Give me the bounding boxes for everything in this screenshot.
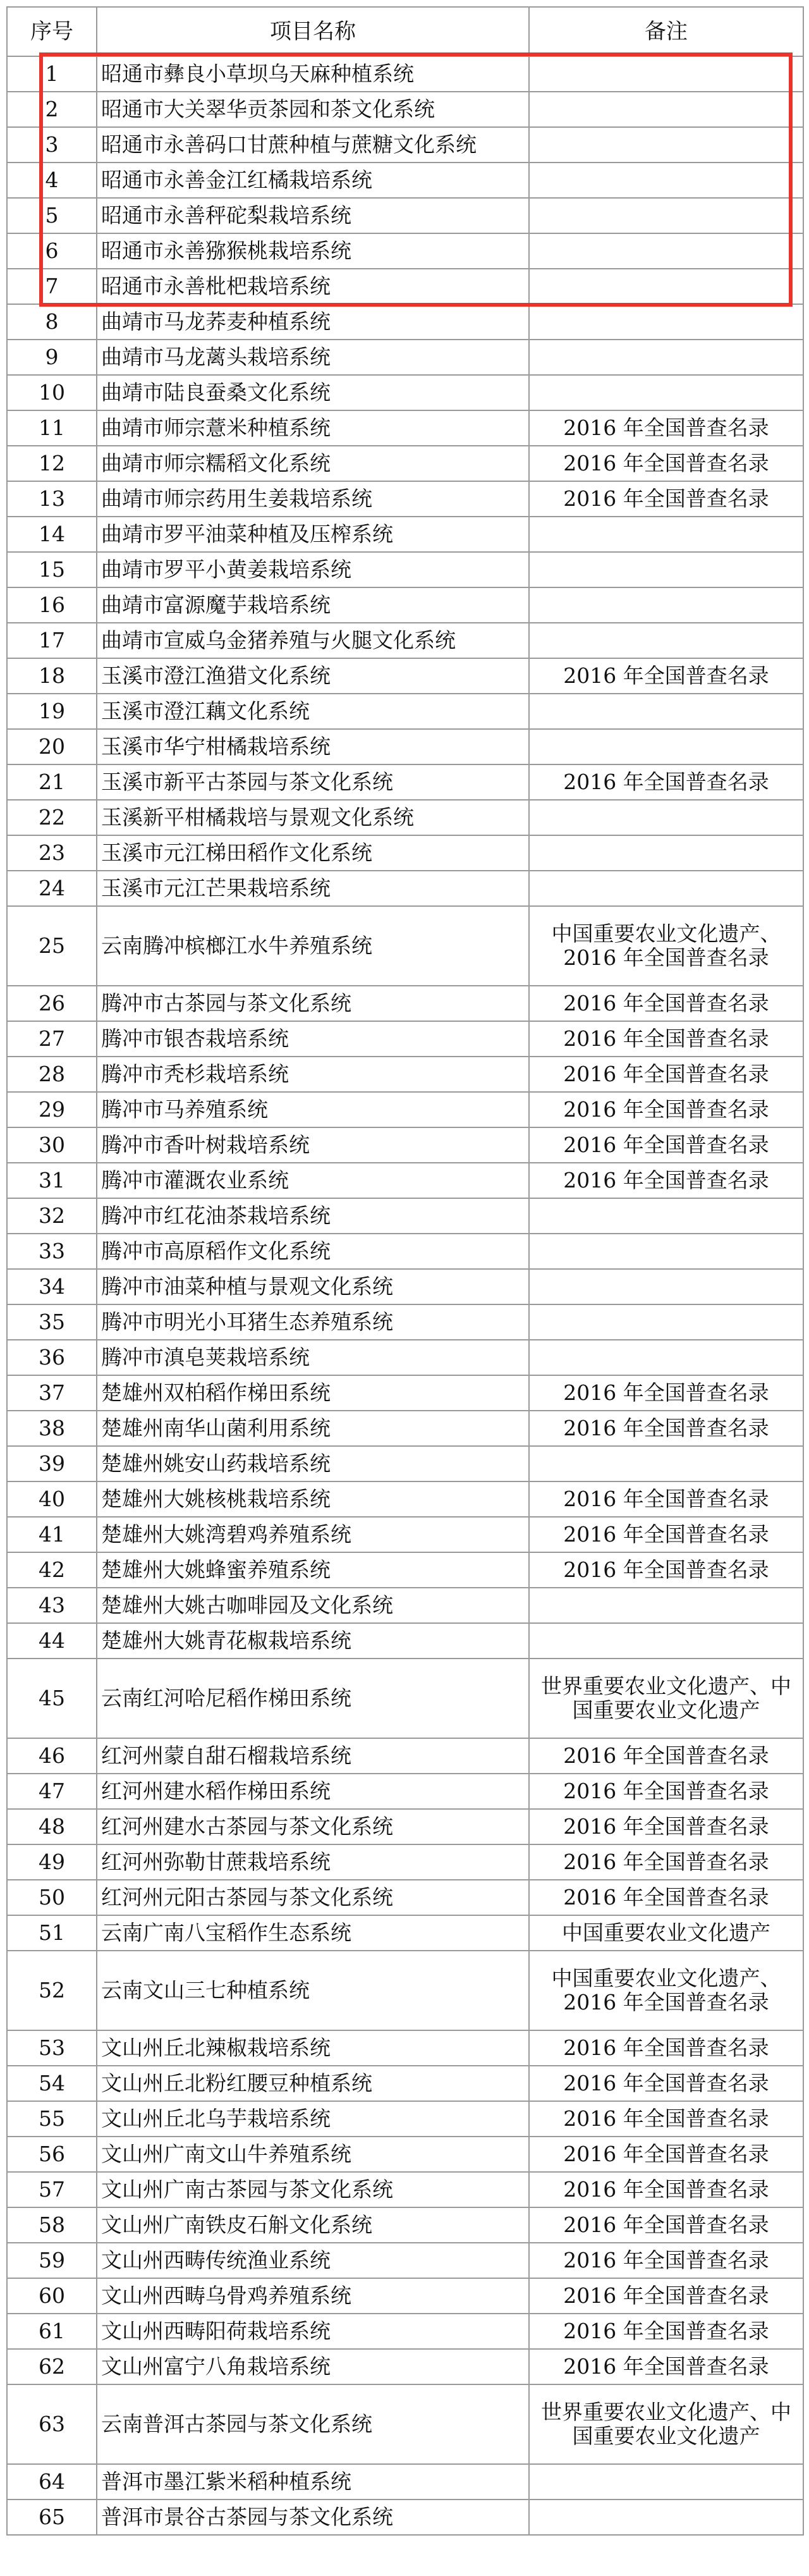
remark	[529, 552, 803, 587]
remark: 2016 年全国普查名录	[529, 1809, 803, 1844]
row-number: 7	[7, 269, 97, 304]
table-row	[7, 1411, 803, 1446]
table-row	[7, 1092, 803, 1127]
table-row	[7, 375, 803, 410]
table-row	[7, 1304, 803, 1340]
project-name: 曲靖市罗平油菜种植及压榨系统	[97, 517, 529, 552]
project-name: 昭通市大关翠华贡茶园和茶文化系统	[97, 92, 529, 127]
table-row	[7, 587, 803, 623]
remark	[529, 1623, 803, 1659]
row-number: 24	[7, 871, 97, 906]
remark	[529, 1340, 803, 1375]
row-number: 33	[7, 1234, 97, 1269]
remark	[529, 871, 803, 906]
remark	[529, 694, 803, 729]
row-number: 28	[7, 1057, 97, 1092]
row-number: 47	[7, 1774, 97, 1809]
table-row	[7, 1163, 803, 1198]
project-name: 曲靖市师宗糯稻文化系统	[97, 446, 529, 481]
row-number: 26	[7, 986, 97, 1021]
table-row	[7, 835, 803, 871]
table-row	[7, 552, 803, 587]
remark: 2016 年全国普查名录	[529, 2243, 803, 2278]
row-number: 43	[7, 1588, 97, 1623]
row-number: 46	[7, 1738, 97, 1774]
row-number: 17	[7, 623, 97, 658]
table-row	[7, 1517, 803, 1552]
project-name: 曲靖市富源魔芋栽培系统	[97, 587, 529, 623]
remark: 2016 年全国普查名录	[529, 1517, 803, 1552]
project-name: 红河州建水稻作梯田系统	[97, 1774, 529, 1809]
remark	[529, 198, 803, 233]
table-row	[7, 658, 803, 694]
table-row	[7, 1127, 803, 1163]
remark	[529, 56, 803, 92]
row-number: 48	[7, 1809, 97, 1844]
project-name: 腾冲市古茶园与茶文化系统	[97, 986, 529, 1021]
remark: 世界重要农业文化遗产、中国重要农业文化遗产	[529, 2384, 803, 2464]
row-number: 30	[7, 1127, 97, 1163]
table-row	[7, 1809, 803, 1844]
row-number: 27	[7, 1021, 97, 1057]
row-number: 39	[7, 1446, 97, 1481]
table-row	[7, 269, 803, 304]
table-row	[7, 1880, 803, 1915]
project-name: 文山州西畴阳荷栽培系统	[97, 2314, 529, 2349]
remark: 2016 年全国普查名录	[529, 446, 803, 481]
project-name: 红河州元阳古茶园与茶文化系统	[97, 1880, 529, 1915]
remark: 2016 年全国普查名录	[529, 658, 803, 694]
project-name: 腾冲市秃杉栽培系统	[97, 1057, 529, 1092]
remark	[529, 729, 803, 764]
header-note: 备注	[529, 7, 803, 56]
project-name: 昭通市永善金江红橘栽培系统	[97, 163, 529, 198]
remark: 2016 年全国普查名录	[529, 2137, 803, 2172]
row-number: 51	[7, 1915, 97, 1951]
project-name: 云南广南八宝稻作生态系统	[97, 1915, 529, 1951]
remark	[529, 835, 803, 871]
remark: 2016 年全国普查名录	[529, 1057, 803, 1092]
remark: 2016 年全国普查名录	[529, 764, 803, 800]
row-number: 25	[7, 906, 97, 986]
table-row	[7, 1057, 803, 1092]
project-name: 腾冲市香叶树栽培系统	[97, 1127, 529, 1163]
table-row	[7, 1552, 803, 1588]
project-name: 曲靖市罗平小黄姜栽培系统	[97, 552, 529, 587]
table-row	[7, 2030, 803, 2066]
table-row	[7, 304, 803, 340]
remark: 2016 年全国普查名录	[529, 1880, 803, 1915]
project-name: 云南普洱古茶园与茶文化系统	[97, 2384, 529, 2464]
row-number: 62	[7, 2349, 97, 2384]
project-name: 曲靖市师宗药用生姜栽培系统	[97, 481, 529, 517]
table-row	[7, 2349, 803, 2384]
project-name: 曲靖市马龙荞麦种植系统	[97, 304, 529, 340]
table-row	[7, 2464, 803, 2499]
project-name: 腾冲市银杏栽培系统	[97, 1021, 529, 1057]
header-no: 序号	[7, 7, 97, 56]
row-number: 55	[7, 2101, 97, 2137]
row-number: 63	[7, 2384, 97, 2464]
row-number: 2	[7, 92, 97, 127]
project-name: 玉溪市澄江渔猎文化系统	[97, 658, 529, 694]
project-name: 曲靖市师宗薏米种植系统	[97, 410, 529, 446]
project-name: 楚雄州姚安山药栽培系统	[97, 1446, 529, 1481]
project-name: 昭通市彝良小草坝乌天麻种植系统	[97, 56, 529, 92]
project-name: 文山州丘北粉红腰豆种植系统	[97, 2066, 529, 2101]
table-row	[7, 2243, 803, 2278]
row-number: 23	[7, 835, 97, 871]
row-number: 54	[7, 2066, 97, 2101]
project-name: 玉溪市新平古茶园与茶文化系统	[97, 764, 529, 800]
project-name: 玉溪新平柑橘栽培与景观文化系统	[97, 800, 529, 835]
row-number: 21	[7, 764, 97, 800]
table-row	[7, 1234, 803, 1269]
remark: 2016 年全国普查名录	[529, 1774, 803, 1809]
remark	[529, 127, 803, 163]
project-name: 腾冲市马养殖系统	[97, 1092, 529, 1127]
row-number: 15	[7, 552, 97, 587]
table-row	[7, 2172, 803, 2207]
remark: 2016 年全国普查名录	[529, 2172, 803, 2207]
remark	[529, 375, 803, 410]
project-name: 楚雄州双柏稻作梯田系统	[97, 1375, 529, 1411]
project-name: 红河州弥勒甘蔗栽培系统	[97, 1844, 529, 1880]
remark	[529, 1269, 803, 1304]
project-name: 昭通市永善码口甘蔗种植与蔗糖文化系统	[97, 127, 529, 163]
remark: 2016 年全国普查名录	[529, 986, 803, 1021]
row-number: 36	[7, 1340, 97, 1375]
row-number: 57	[7, 2172, 97, 2207]
project-name: 普洱市墨江紫米稻种植系统	[97, 2464, 529, 2499]
row-number: 31	[7, 1163, 97, 1198]
row-number: 29	[7, 1092, 97, 1127]
project-name: 楚雄州大姚湾碧鸡养殖系统	[97, 1517, 529, 1552]
table-row	[7, 2137, 803, 2172]
remark: 2016 年全国普查名录	[529, 1481, 803, 1517]
row-number: 9	[7, 340, 97, 375]
remark: 2016 年全国普查名录	[529, 1375, 803, 1411]
remark	[529, 517, 803, 552]
row-number: 59	[7, 2243, 97, 2278]
table-row	[7, 1481, 803, 1517]
table-row	[7, 340, 803, 375]
project-name: 云南腾冲槟榔江水牛养殖系统	[97, 906, 529, 986]
table-row	[7, 1446, 803, 1481]
table-row	[7, 2384, 803, 2464]
row-number: 20	[7, 729, 97, 764]
row-number: 5	[7, 198, 97, 233]
remark: 2016 年全国普查名录	[529, 2030, 803, 2066]
row-number: 61	[7, 2314, 97, 2349]
project-name: 楚雄州大姚青花椒栽培系统	[97, 1623, 529, 1659]
project-name: 腾冲市红花油茶栽培系统	[97, 1198, 529, 1234]
remark	[529, 1198, 803, 1234]
row-number: 12	[7, 446, 97, 481]
row-number: 64	[7, 2464, 97, 2499]
table-row	[7, 623, 803, 658]
row-number: 40	[7, 1481, 97, 1517]
project-name: 昭通市永善猕猴桃栽培系统	[97, 233, 529, 269]
project-name: 文山州丘北辣椒栽培系统	[97, 2030, 529, 2066]
remark	[529, 587, 803, 623]
project-name: 红河州建水古茶园与茶文化系统	[97, 1809, 529, 1844]
remark: 中国重要农业文化遗产、2016 年全国普查名录	[529, 1951, 803, 2030]
table-row	[7, 1623, 803, 1659]
table-row	[7, 92, 803, 127]
table-row	[7, 1915, 803, 1951]
row-number: 44	[7, 1623, 97, 1659]
remark	[529, 269, 803, 304]
table-row	[7, 233, 803, 269]
table-row	[7, 906, 803, 986]
project-name: 文山州丘北乌芋栽培系统	[97, 2101, 529, 2137]
project-name: 楚雄州南华山菌利用系统	[97, 1411, 529, 1446]
remark: 2016 年全国普查名录	[529, 481, 803, 517]
project-name: 文山州广南古茶园与茶文化系统	[97, 2172, 529, 2207]
project-name: 玉溪市元江梯田稻作文化系统	[97, 835, 529, 871]
project-name: 腾冲市高原稻作文化系统	[97, 1234, 529, 1269]
table-row	[7, 410, 803, 446]
row-number: 38	[7, 1411, 97, 1446]
project-name: 曲靖市陆良蚕桑文化系统	[97, 375, 529, 410]
row-number: 11	[7, 410, 97, 446]
row-number: 50	[7, 1880, 97, 1915]
project-name: 腾冲市明光小耳猪生态养殖系统	[97, 1304, 529, 1340]
remark: 2016 年全国普查名录	[529, 2207, 803, 2243]
table-row	[7, 517, 803, 552]
row-number: 42	[7, 1552, 97, 1588]
remark: 中国重要农业文化遗产、2016 年全国普查名录	[529, 906, 803, 986]
remark: 2016 年全国普查名录	[529, 2314, 803, 2349]
row-number: 1	[7, 56, 97, 92]
remark	[529, 340, 803, 375]
row-number: 22	[7, 800, 97, 835]
project-name: 楚雄州大姚蜂蜜养殖系统	[97, 1552, 529, 1588]
project-name: 玉溪市澄江藕文化系统	[97, 694, 529, 729]
table-row	[7, 2101, 803, 2137]
table-row	[7, 56, 803, 92]
table-row	[7, 1774, 803, 1809]
table-row	[7, 2278, 803, 2314]
table-row	[7, 1738, 803, 1774]
table-row	[7, 2314, 803, 2349]
remark: 中国重要农业文化遗产	[529, 1915, 803, 1951]
table-header-row	[7, 7, 803, 56]
row-number: 60	[7, 2278, 97, 2314]
project-name: 腾冲市滇皂荚栽培系统	[97, 1340, 529, 1375]
remark	[529, 233, 803, 269]
table-row	[7, 2207, 803, 2243]
table-row	[7, 694, 803, 729]
row-number: 4	[7, 163, 97, 198]
row-number: 19	[7, 694, 97, 729]
project-name: 玉溪市华宁柑橘栽培系统	[97, 729, 529, 764]
remark	[529, 163, 803, 198]
row-number: 58	[7, 2207, 97, 2243]
project-name: 云南文山三七种植系统	[97, 1951, 529, 2030]
table-row	[7, 1021, 803, 1057]
row-number: 16	[7, 587, 97, 623]
remark	[529, 1304, 803, 1340]
remark	[529, 1234, 803, 1269]
remark: 2016 年全国普查名录	[529, 2278, 803, 2314]
table-row	[7, 871, 803, 906]
table-row	[7, 729, 803, 764]
remark: 2016 年全国普查名录	[529, 1021, 803, 1057]
table-body	[7, 56, 803, 2535]
row-number: 10	[7, 375, 97, 410]
remark: 2016 年全国普查名录	[529, 1163, 803, 1198]
heritage-list-table	[6, 6, 804, 2536]
project-name: 云南红河哈尼稻作梯田系统	[97, 1659, 529, 1738]
project-name: 曲靖市宣威乌金猪养殖与火腿文化系统	[97, 623, 529, 658]
project-name: 昭通市永善秤砣梨栽培系统	[97, 198, 529, 233]
table-row	[7, 1375, 803, 1411]
table-row	[7, 127, 803, 163]
row-number: 52	[7, 1951, 97, 2030]
remark	[529, 800, 803, 835]
row-number: 41	[7, 1517, 97, 1552]
row-number: 32	[7, 1198, 97, 1234]
project-name: 文山州广南铁皮石斛文化系统	[97, 2207, 529, 2243]
remark: 2016 年全国普查名录	[529, 1738, 803, 1774]
table-row	[7, 446, 803, 481]
project-name: 文山州西畴乌骨鸡养殖系统	[97, 2278, 529, 2314]
remark	[529, 1446, 803, 1481]
row-number: 8	[7, 304, 97, 340]
project-name: 腾冲市灌溉农业系统	[97, 1163, 529, 1198]
table-row	[7, 1269, 803, 1304]
project-name: 普洱市景谷古茶园与茶文化系统	[97, 2499, 529, 2535]
remark	[529, 1588, 803, 1623]
table-row	[7, 198, 803, 233]
remark	[529, 623, 803, 658]
project-name: 楚雄州大姚核桃栽培系统	[97, 1481, 529, 1517]
remark: 2016 年全国普查名录	[529, 1552, 803, 1588]
table-row	[7, 1588, 803, 1623]
remark: 2016 年全国普查名录	[529, 1411, 803, 1446]
remark: 世界重要农业文化遗产、中国重要农业文化遗产	[529, 1659, 803, 1738]
project-name: 文山州西畴传统渔业系统	[97, 2243, 529, 2278]
remark: 2016 年全国普查名录	[529, 2349, 803, 2384]
remark	[529, 92, 803, 127]
row-number: 6	[7, 233, 97, 269]
table-row	[7, 163, 803, 198]
row-number: 3	[7, 127, 97, 163]
table-row	[7, 1659, 803, 1738]
table-row	[7, 986, 803, 1021]
project-name: 楚雄州大姚古咖啡园及文化系统	[97, 1588, 529, 1623]
table-row	[7, 2499, 803, 2535]
project-name: 昭通市永善枇杷栽培系统	[97, 269, 529, 304]
remark	[529, 2499, 803, 2535]
table-row	[7, 1844, 803, 1880]
row-number: 56	[7, 2137, 97, 2172]
project-name: 曲靖市马龙蓠头栽培系统	[97, 340, 529, 375]
row-number: 34	[7, 1269, 97, 1304]
project-name: 文山州富宁八角栽培系统	[97, 2349, 529, 2384]
table-row	[7, 2066, 803, 2101]
remark: 2016 年全国普查名录	[529, 1092, 803, 1127]
table-row	[7, 1198, 803, 1234]
row-number: 37	[7, 1375, 97, 1411]
row-number: 49	[7, 1844, 97, 1880]
row-number: 45	[7, 1659, 97, 1738]
row-number: 53	[7, 2030, 97, 2066]
remark: 2016 年全国普查名录	[529, 1844, 803, 1880]
row-number: 13	[7, 481, 97, 517]
table-row	[7, 1340, 803, 1375]
table-row	[7, 800, 803, 835]
table-row	[7, 481, 803, 517]
remark: 2016 年全国普查名录	[529, 2101, 803, 2137]
row-number: 65	[7, 2499, 97, 2535]
row-number: 14	[7, 517, 97, 552]
remark	[529, 2464, 803, 2499]
table-row	[7, 1951, 803, 2030]
remark	[529, 304, 803, 340]
remark: 2016 年全国普查名录	[529, 2066, 803, 2101]
remark: 2016 年全国普查名录	[529, 410, 803, 446]
table-row	[7, 764, 803, 800]
row-number: 18	[7, 658, 97, 694]
project-name: 腾冲市油菜种植与景观文化系统	[97, 1269, 529, 1304]
row-number: 35	[7, 1304, 97, 1340]
project-name: 文山州广南文山牛养殖系统	[97, 2137, 529, 2172]
project-name: 红河州蒙自甜石榴栽培系统	[97, 1738, 529, 1774]
header-name: 项目名称	[97, 7, 529, 56]
remark: 2016 年全国普查名录	[529, 1127, 803, 1163]
project-name: 玉溪市元江芒果栽培系统	[97, 871, 529, 906]
